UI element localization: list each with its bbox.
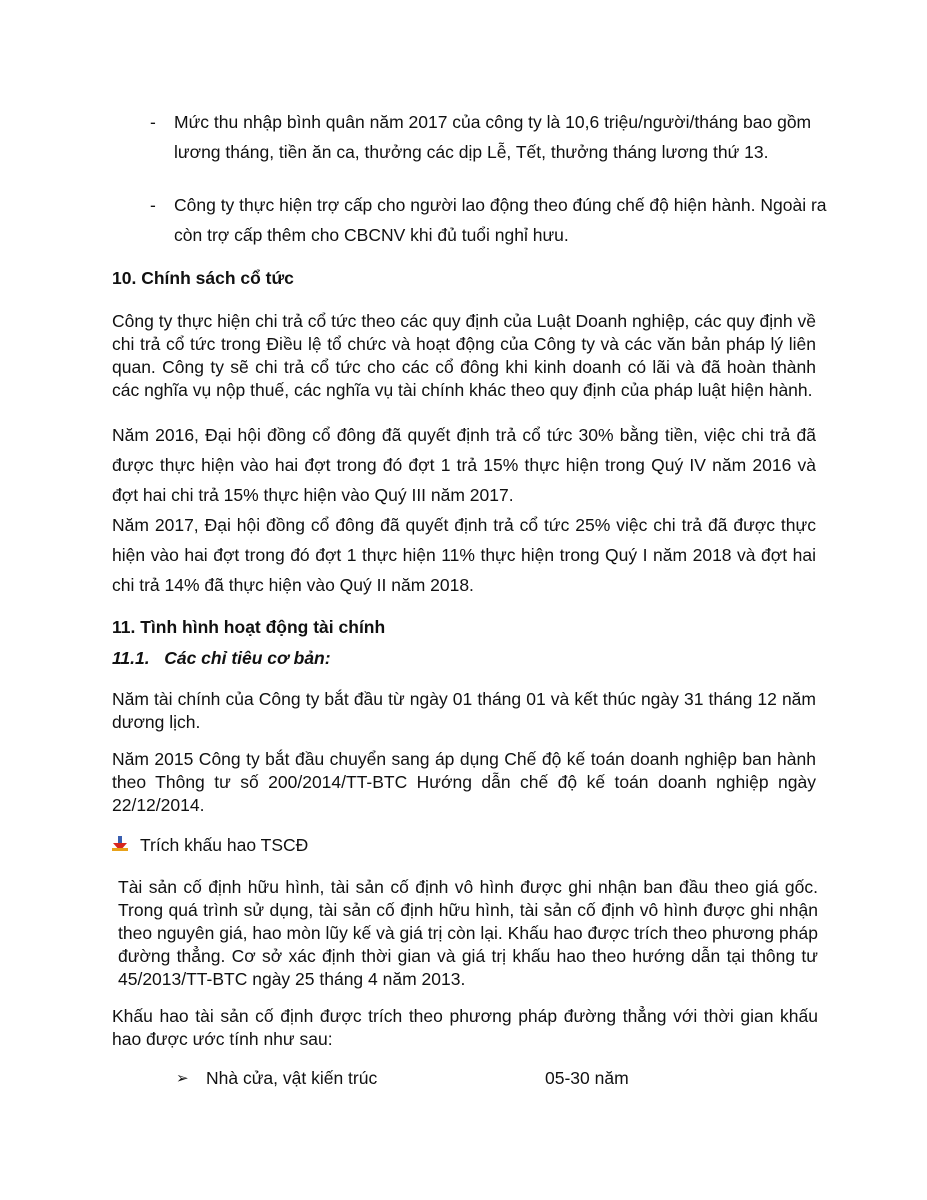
depreciation-label: Nhà cửa, vật kiến trúc [206,1068,378,1088]
arrow-marker: ➢ [176,1070,189,1087]
paragraph: Năm 2017, Đại hội đồng cổ đông đã quyết định trả cổ tức 25% việc chi trả đã được thực hiện vào hai đợt trong đó đợt 1 thực hiện 11% thực hiện trong Quý I năm 2018 và đợt hai chi trả 14% đã thực hiện vào Quý II năm 2018. [112,515,816,595]
arrow-down-bullet-icon [112,836,128,852]
bullet-label: Trích khấu hao TSCĐ [140,835,309,855]
list-item [150,107,830,167]
dash-marker: - [150,112,156,132]
dash-marker: - [150,195,156,215]
list-item-text: Công ty thực hiện trợ cấp cho người lao động theo đúng chế độ hiện hành. Ngoài ra còn trợ cấp thêm cho CBCNV khi đủ tuổi nghỉ hưu. [174,195,827,245]
subsection-heading: 11.1. Các chỉ tiêu cơ bản: [112,648,331,668]
list-item [150,190,830,250]
section-heading: 10. Chính sách cổ tức [112,268,294,288]
list-item-text: Mức thu nhập bình quân năm 2017 của công ty là 10,6 triệu/người/tháng bao gồm lương tháng, tiền ăn ca, thưởng các dịp Lễ, Tết, thưởng tháng lương thứ 13. [174,112,812,162]
paragraph: Công ty thực hiện chi trả cổ tức theo các quy định của Luật Doanh nghiệp, các quy định về chi trả cổ tức trong Điều lệ tổ chức và hoạt động của Công ty và các văn bản pháp lý liên quan. Công ty sẽ chi trả cổ tức cho các cổ đông khi kinh doanh có lãi và đã hoàn thành các nghĩa vụ nộp thuế, các nghĩa vụ tài chính khác theo quy định của pháp luật hiện hành. [112,311,816,400]
paragraph: Năm tài chính của Công ty bắt đầu từ ngày 01 tháng 01 và kết thúc ngày 31 tháng 12 năm dương lịch. [112,689,816,732]
paragraph: Năm 2016, Đại hội đồng cổ đông đã quyết định trả cổ tức 30% bằng tiền, việc chi trả đã được thực hiện vào hai đợt trong đó đợt 1 trả 15% thực hiện trong Quý IV năm 2016 và đợt hai chi trả 15% thực hiện vào Quý III năm 2017. [112,425,816,505]
depreciation-years: 05-30 năm [545,1068,629,1088]
section-heading: 11. Tình hình hoạt động tài chính [112,617,386,637]
paragraph: Tài sản cố định hữu hình, tài sản cố định vô hình được ghi nhận ban đầu theo giá gốc. Trong quá trình sử dụng, tài sản cố định hữu hình, tài sản cố định vô hình được ghi nhận theo nguyên giá, hao mòn lũy kế và giá trị còn lại. Khấu hao được trích theo phương pháp đường thẳng. Cơ sở xác định thời gian và giá trị khấu hao theo hướng dẫn tại thông tư 45/2013/TT-BTC ngày 25 tháng 4 năm 2013. [118,877,818,989]
paragraph: Năm 2015 Công ty bắt đầu chuyển sang áp dụng Chế độ kế toán doanh nghiệp ban hành theo Thông tư số 200/2014/TT-BTC Hướng dẫn chế độ kế toán doanh nghiệp ngày 22/12/2014. [112,749,816,815]
paragraph: Khấu hao tài sản cố định được trích theo phương pháp đường thẳng với thời gian khấu hao được ước tính như sau: [112,1006,818,1049]
